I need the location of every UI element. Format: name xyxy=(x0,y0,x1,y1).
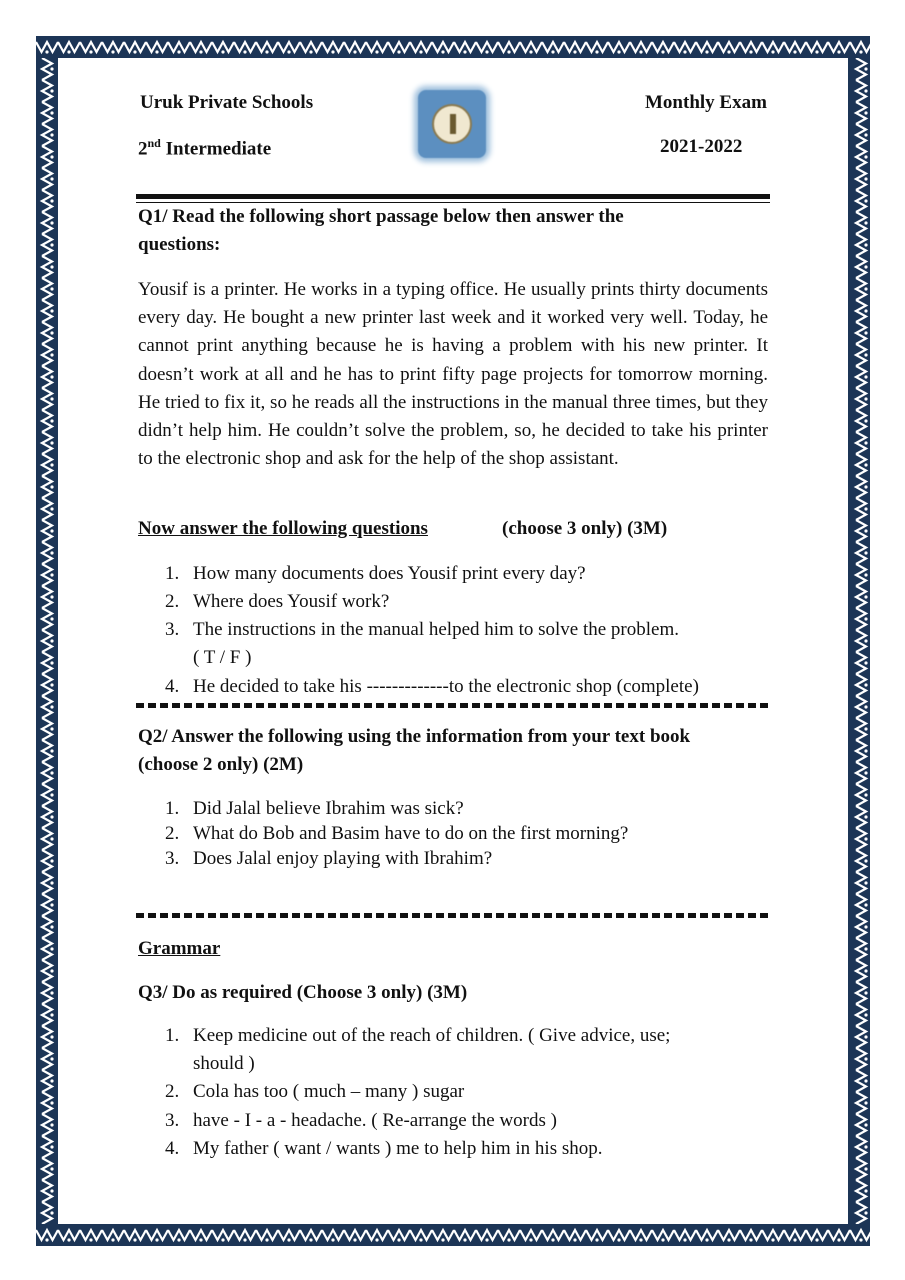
list-item: 2. Where does Yousif work? xyxy=(165,591,390,612)
list-item: 3. Does Jalal enjoy playing with Ibrahim? xyxy=(165,848,493,869)
section-divider xyxy=(136,913,770,918)
school-seal-icon xyxy=(418,90,486,158)
exam-year: 2021-2022 xyxy=(660,136,743,157)
list-item: 4. My father ( want / wants ) me to help him in his shop. xyxy=(165,1137,603,1159)
list-item: 1. Keep medicine out of the reach of children. ( Give advice, use; should ) xyxy=(165,1025,671,1075)
list-item: 1. How many documents does Yousif print every day? xyxy=(165,563,586,584)
header-divider xyxy=(136,194,770,199)
grade-label: 2nd Intermediate xyxy=(138,136,272,160)
list-item: 3. The instructions in the manual helped him to solve the problem. ( T / F ) xyxy=(165,619,679,668)
q1-question-list xyxy=(138,560,778,702)
q1-subheading-note: (choose 3 only) (3M) xyxy=(502,518,668,539)
school-name: Uruk Private Schools xyxy=(140,92,314,113)
list-item: 2. What do Bob and Basim have to do on the first morning? xyxy=(165,823,629,844)
list-item: 4. He decided to take his -------------to the electronic shop (complete) xyxy=(165,676,699,697)
q2-title: Q2/ Answer the following using the information from your text book (choose 2 only) (2M) xyxy=(138,726,691,775)
q2-question-list xyxy=(138,796,778,871)
exam-title: Monthly Exam xyxy=(645,92,767,113)
list-item: 2. Cola has too ( much – many ) sugar xyxy=(165,1081,465,1103)
q1-title: Q1/ Read the following short passage below then answer the questions: xyxy=(138,206,624,255)
q1-subheading: Now answer the following questions xyxy=(138,518,428,539)
q3-question-list xyxy=(138,1022,778,1163)
q1-passage: Yousif is a printer. He works in a typing office. He usually prints thirty documents every day. He bought a new printer last week and it worked very well. Today, he cannot print anything because he is having a problem with his new printer. It doesn’t work at all and he has to print fifty page projects for tomorrow morning. He tried to fix it, so he reads all the instructions in the manual three times, but they didn’t help him. He couldn’t solve the problem, so, he decided to take his printer to the electronic shop and ask for the help of the shop assistant. xyxy=(138,279,768,470)
section-divider xyxy=(136,703,770,708)
list-item: 3. have - I - a - headache. ( Re-arrange the words ) xyxy=(165,1109,557,1131)
list-item: 1. Did Jalal believe Ibrahim was sick? xyxy=(165,798,464,819)
q3-title: Q3/ Do as required (Choose 3 only) (3M) xyxy=(138,982,468,1003)
grammar-heading: Grammar xyxy=(138,938,221,959)
